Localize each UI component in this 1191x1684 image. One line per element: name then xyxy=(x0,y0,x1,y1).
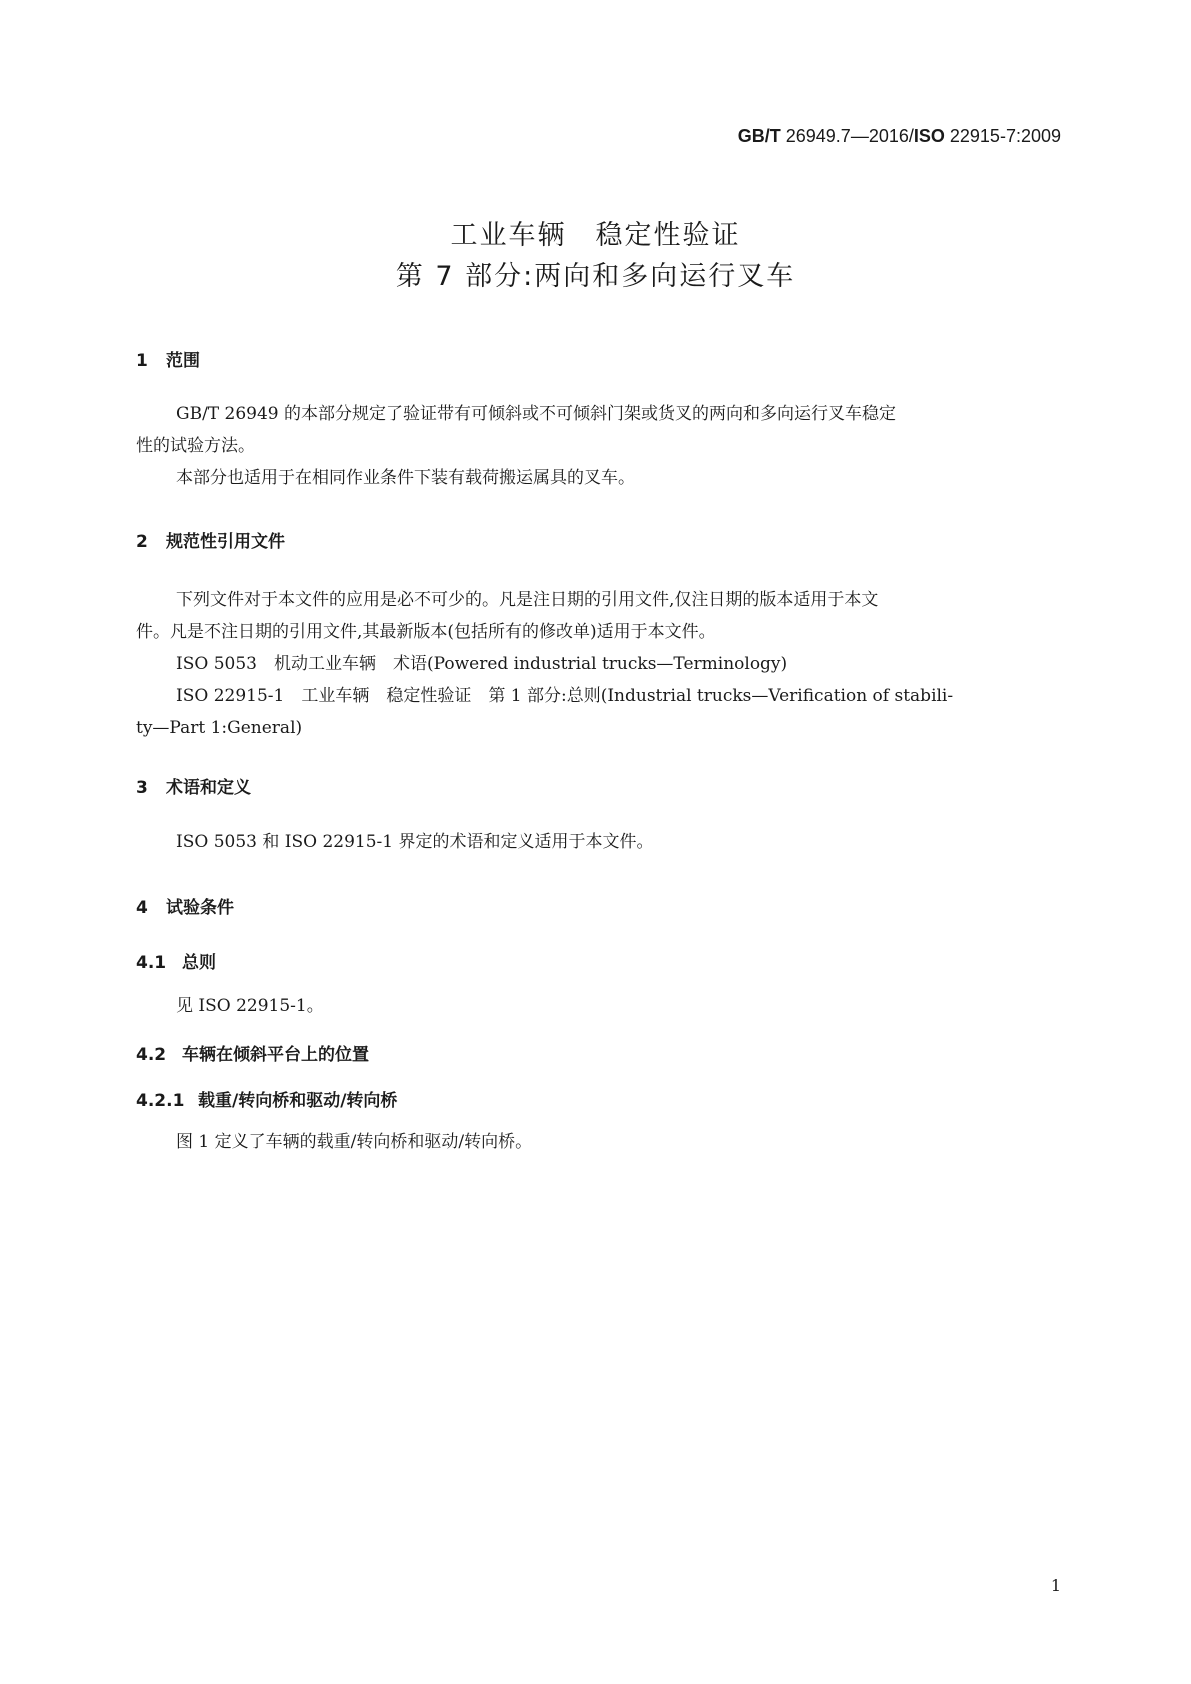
section-1-heading xyxy=(136,346,200,371)
section-title: 范围 xyxy=(166,351,200,371)
paragraph-line: ISO 22915-1 工业车辆 稳定性验证 第 1 部分:总则(Industrial trucks—Verification of stabili- xyxy=(176,686,954,706)
section-4-heading xyxy=(136,893,234,918)
paragraph-line: 见 ISO 22915-1。 xyxy=(176,996,324,1016)
reference-iso-5053 xyxy=(136,648,1061,680)
page-number: 1 xyxy=(1050,1576,1061,1595)
paragraph-line: ISO 5053 机动工业车辆 术语(Powered industrial trucks—Terminology) xyxy=(176,654,788,674)
document-title-line2: 第 7 部分:两向和多向运行叉车 xyxy=(395,261,796,292)
section-title: 试验条件 xyxy=(166,898,234,918)
section-title: 载重/转向桥和驱动/转向桥 xyxy=(198,1091,398,1111)
paragraph-line: 性的试验方法。 xyxy=(136,436,255,456)
paragraph-line: ISO 5053 和 ISO 22915-1 界定的术语和定义适用于本文件。 xyxy=(176,832,654,852)
section-number: 3 xyxy=(136,778,148,798)
code-prefix: GB/T xyxy=(737,126,781,146)
section-number: 4.2 xyxy=(136,1045,167,1065)
section-4-2-1-paragraph xyxy=(136,1126,1061,1158)
section-1-paragraph-1 xyxy=(136,398,1061,462)
paragraph-line: 本部分也适用于在相同作业条件下装有载荷搬运属具的叉车。 xyxy=(176,468,635,488)
paragraph-line: 件。凡是不注日期的引用文件,其最新版本(包括所有的修改单)适用于本文件。 xyxy=(136,622,716,642)
section-4-2-heading xyxy=(136,1040,369,1065)
code-iso-number: 22915-7:2009 xyxy=(944,126,1061,146)
section-4-2-1-heading xyxy=(136,1086,397,1111)
document-title-line1: 工业车辆 稳定性验证 xyxy=(450,220,741,251)
section-1-paragraph-2 xyxy=(136,462,1061,494)
section-3-heading xyxy=(136,773,251,798)
section-title: 规范性引用文件 xyxy=(166,532,285,552)
section-number: 4.1 xyxy=(136,953,167,973)
section-2-heading xyxy=(136,527,285,552)
paragraph-line: 下列文件对于本文件的应用是必不可少的。凡是注日期的引用文件,仅注日期的版本适用于本文 xyxy=(176,590,879,610)
section-title: 车辆在倾斜平台上的位置 xyxy=(182,1045,369,1065)
section-number: 1 xyxy=(136,351,148,371)
section-2-paragraph-1 xyxy=(136,584,1061,648)
paragraph-line: GB/T 26949 的本部分规定了验证带有可倾斜或不可倾斜门架或货叉的两向和多向运行叉车稳定 xyxy=(176,404,897,424)
section-title: 总则 xyxy=(182,953,216,973)
section-title: 术语和定义 xyxy=(166,778,251,798)
section-number: 4 xyxy=(136,898,148,918)
section-number: 2 xyxy=(136,532,148,552)
section-3-paragraph-1 xyxy=(136,826,1061,858)
code-number: 26949.7—2016/ xyxy=(780,126,914,146)
section-4-1-paragraph xyxy=(136,990,1061,1022)
code-iso: ISO xyxy=(913,126,945,146)
section-number: 4.2.1 xyxy=(136,1091,185,1111)
paragraph-line: ty—Part 1:General) xyxy=(136,718,303,738)
section-4-1-heading xyxy=(136,948,216,973)
reference-iso-22915-1 xyxy=(136,680,1061,744)
paragraph-line: 图 1 定义了车辆的载重/转向桥和驱动/转向桥。 xyxy=(176,1132,533,1152)
document-code xyxy=(738,126,1061,147)
